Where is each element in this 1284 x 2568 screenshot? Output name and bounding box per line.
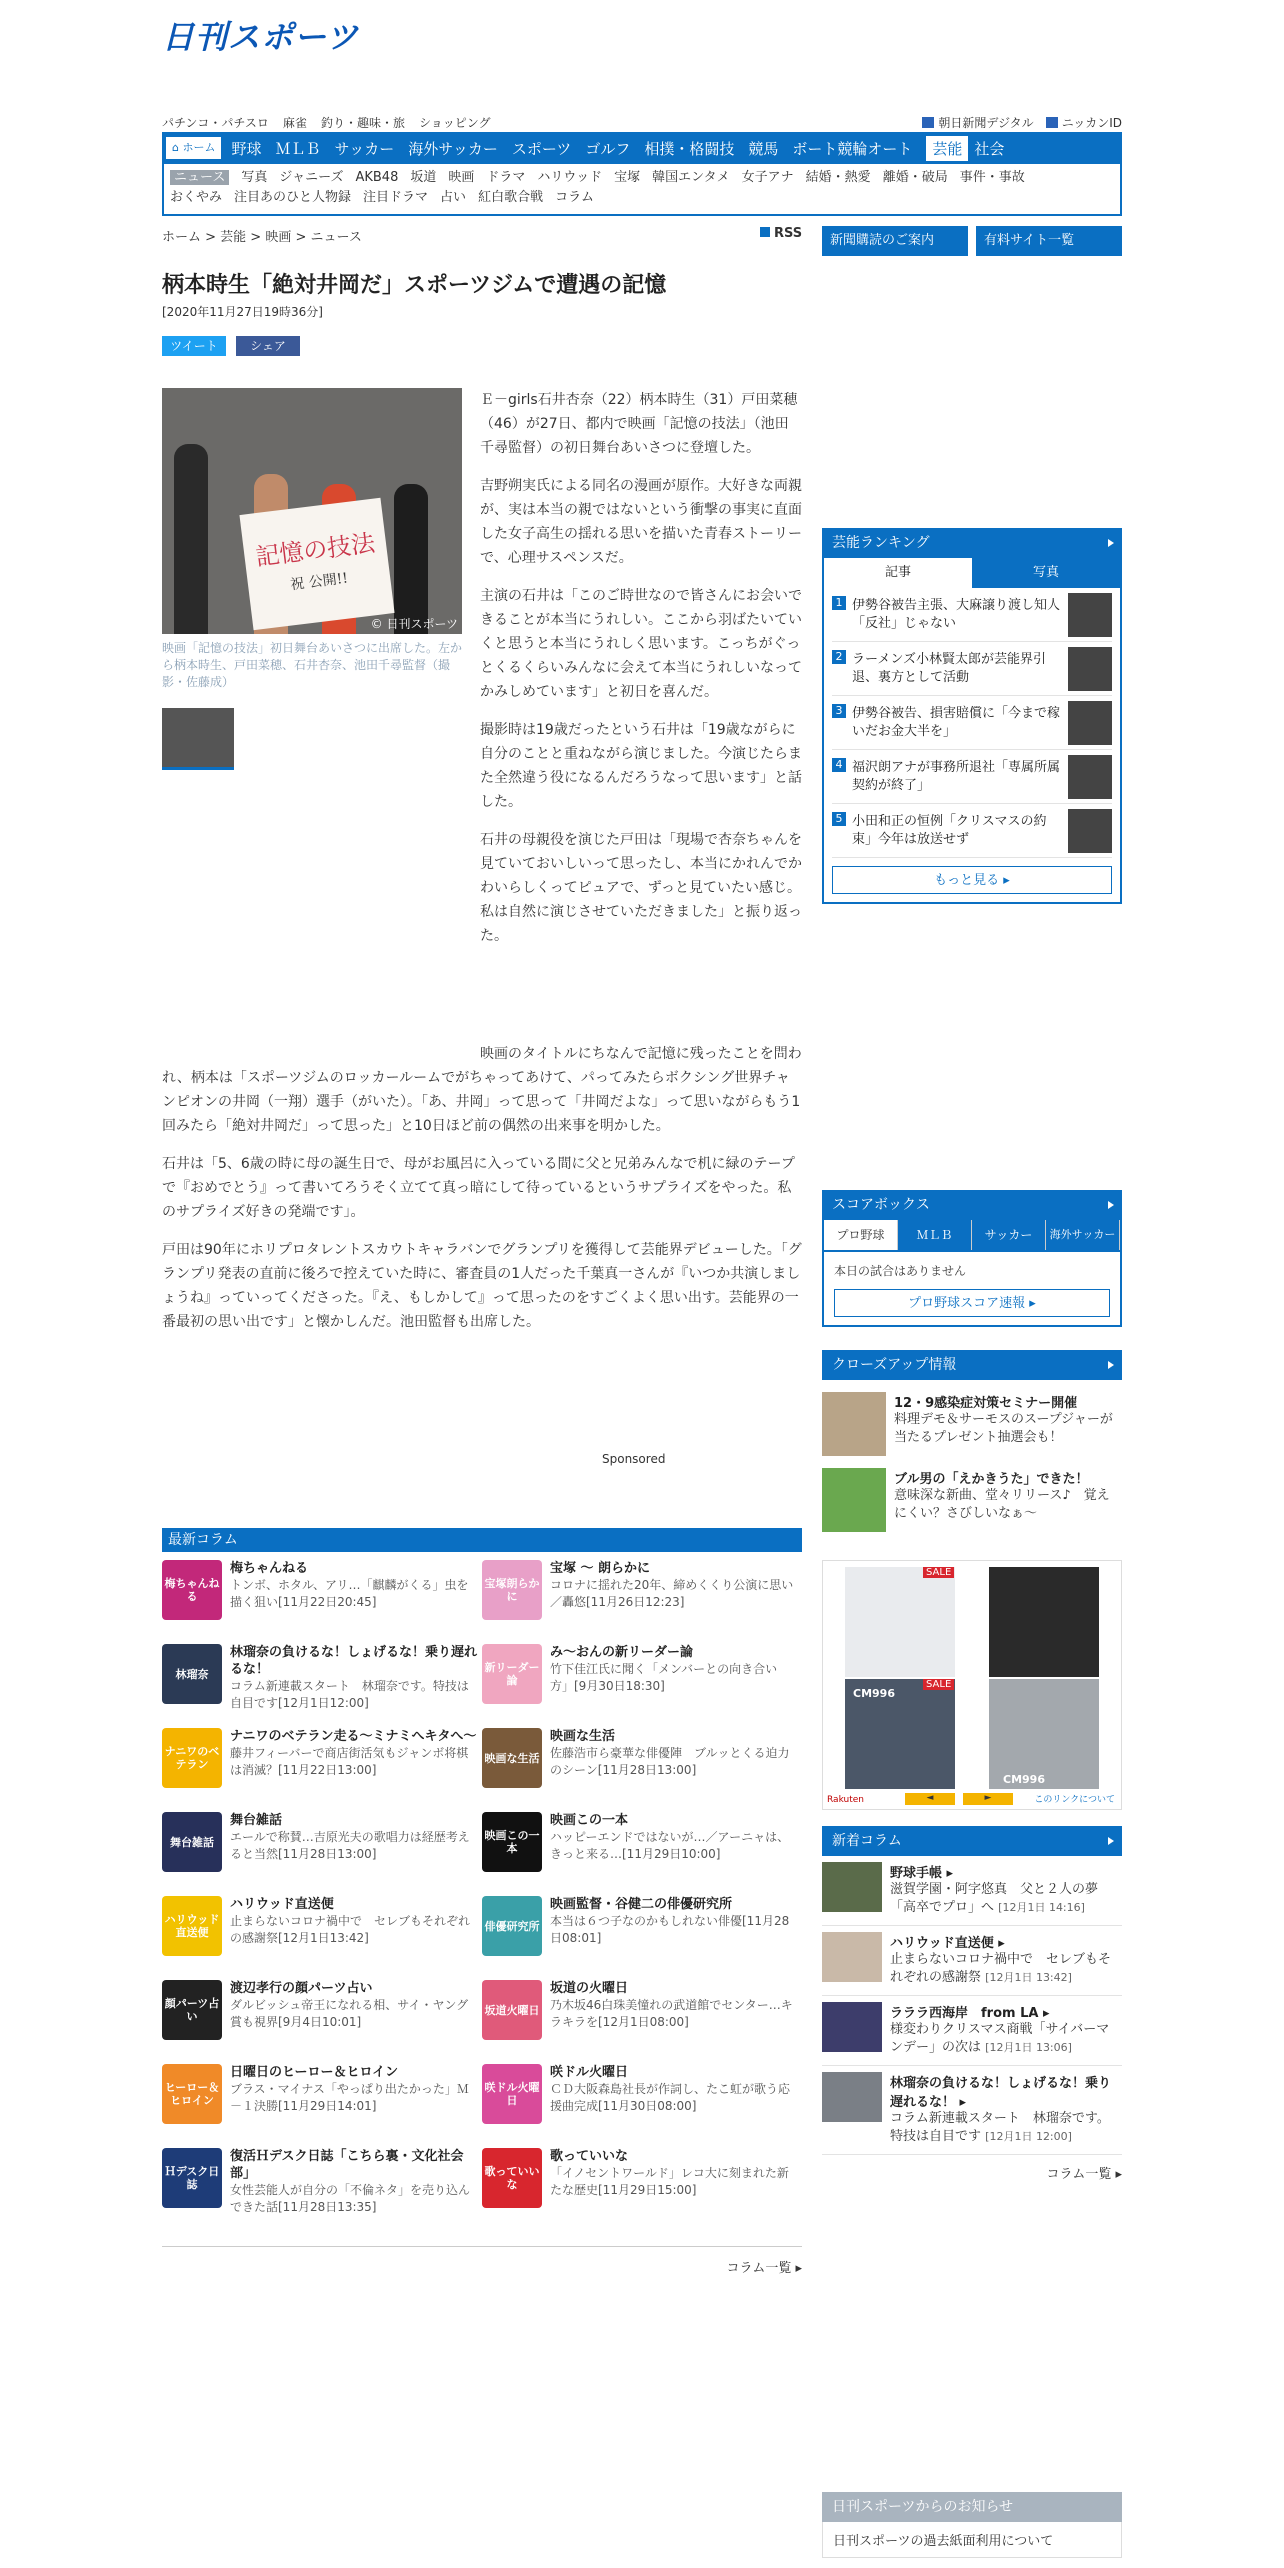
column-item[interactable] xyxy=(162,2064,482,2132)
notice-header: 日刊スポーツからのお知らせ xyxy=(822,2492,1122,2522)
subnav-item[interactable]: 離婚・破局 xyxy=(882,170,948,185)
sponsored-label: Sponsored xyxy=(602,1452,666,1466)
rank-number: 3 xyxy=(832,704,846,718)
toplink[interactable]: 釣り・趣味・旅 xyxy=(320,116,405,130)
id-icon xyxy=(1046,117,1058,128)
new-column-title: 野球手帳 ▸ xyxy=(890,1866,954,1881)
subnav-item[interactable]: AKB48 xyxy=(355,170,399,185)
column-title: ナニワのベテラン走る～ミナミへキタへ～ xyxy=(230,1729,477,1744)
subnav-item[interactable]: 注目あのひと人物録 xyxy=(234,190,352,205)
nav-item[interactable]: 競馬 xyxy=(748,139,779,158)
column-item[interactable] xyxy=(482,1728,802,1796)
nav-item[interactable]: 相撲・格闘技 xyxy=(644,139,735,158)
shoe-ad[interactable] xyxy=(822,1560,1122,1810)
column-desc: 藤井フィーバーで商店街活気もジャンボ将棋は消滅？[11月22日13:00] xyxy=(230,1746,469,1777)
ranking-box xyxy=(822,528,1122,904)
nav-item[interactable]: ＭＬＢ xyxy=(275,139,321,158)
subnav-item[interactable]: 女子アナ xyxy=(741,170,794,185)
new-columns-more[interactable]: コラム一覧 ▸ xyxy=(1046,2167,1122,2182)
article-paragraph: 石井は「5、6歳の時に母の誕生日で、母がお風呂に入っている間に父と兄弟みんなで机に緑のテープで『おめでとう』って書いてろうそく立てて真っ暗にして待っているというサプライズをやった。私のサプライズ好きの発端です」。 xyxy=(162,1156,795,1220)
subnav-item[interactable]: コラム xyxy=(555,190,594,205)
sale-badge: SALE xyxy=(923,1567,954,1578)
subnav-item[interactable]: 事件・事故 xyxy=(959,170,1025,185)
new-column-item[interactable] xyxy=(822,2066,1122,2155)
ad-product[interactable] xyxy=(845,1567,955,1677)
new-columns-header[interactable]: 新着コラム xyxy=(822,1826,1122,1856)
scorebox-body xyxy=(822,1220,1122,1327)
column-icon: 舞台雑話 xyxy=(162,1812,222,1872)
rss-link[interactable]: RSS xyxy=(760,226,802,241)
subnav-item[interactable]: 注目ドラマ xyxy=(363,190,429,205)
nikkan-id-link[interactable]: ニッカンID xyxy=(1046,114,1122,131)
rank-thumbnail xyxy=(1068,593,1112,637)
subscribe-button[interactable]: 新聞購読のご案内 xyxy=(822,226,968,256)
column-item[interactable] xyxy=(162,1560,482,1628)
column-item[interactable] xyxy=(482,1560,802,1628)
closeup-title: ブル男の「えかきうた」できた！ xyxy=(894,1472,1089,1487)
new-column-desc: 止まらないコロナ禍中で セレブもそれぞれの感謝祭 [12月1日 13:42] xyxy=(890,1952,1112,1985)
column-desc: ブラス・マイナス「やっぱり出たかった」Ｍ－１決勝[11月29日14:01] xyxy=(230,2082,469,2113)
column-desc: コラム新連載スタート 林瑠奈です。特技は自目です[12月1日12:00] xyxy=(230,1679,469,1710)
column-icon: 映画この一本 xyxy=(482,1812,542,1872)
article-paragraph: 主演の石井は「このご時世なので皆さんにお会いできることが本当にうれしい。ここから羽ばたいていくと思うと本当にうれしく思います。こっちがぐっとくるくらいみんなに会えて本当にうれしいなってかみしめています」と初日を喜んだ。 xyxy=(480,588,802,700)
subnav-item[interactable]: 写真 xyxy=(241,170,268,185)
column-item[interactable] xyxy=(482,1812,802,1880)
ad-product[interactable] xyxy=(989,1567,1099,1677)
tab-photos[interactable]: 写真 xyxy=(972,558,1120,588)
site-logo[interactable]: 日刊スポーツ xyxy=(162,18,359,56)
closeup-desc: 意味深な新曲、堂々リリース♪ 覚えにくい？さびしいなぁ～ xyxy=(894,1488,1110,1521)
facebook-icon: シェア xyxy=(250,339,286,353)
column-title: 梅ちゃんねる xyxy=(230,1561,309,1576)
photo-credit: © 日刊スポーツ xyxy=(370,617,458,631)
ad-next-button[interactable]: ► xyxy=(963,1793,1013,1805)
column-desc: 竹下佳江氏に聞く「メンバーとの向き合い方」[9月30日18:30] xyxy=(550,1662,778,1693)
column-icon: Ｈデスク日誌 xyxy=(162,2148,222,2208)
notice-item[interactable]: 日刊スポーツの過去紙面利用について xyxy=(822,2522,1122,2558)
column-item[interactable] xyxy=(162,1644,482,1712)
column-desc: 本当は６つ子なのかもしれない俳優[11月28日08:01] xyxy=(550,1914,790,1945)
toplink[interactable]: 麻雀 xyxy=(282,116,307,130)
article-paragraph: 戸田は90年にホリプロタレントスカウトキャラバンでグランプリを獲得して芸能界デビューした。「グランプリ発表の直前に後ろで控えていた時に、審査員の1人だった千葉真一さんが『いつか共演しましょうね』っていってくださった。『え、もしかして』って思ったのをすごくよく思い出す。芸能界の一番最初の思い出です」と懐かしんだ。池田監督も出席した。 xyxy=(162,1242,802,1330)
rank-title: 伊勢谷被告主張、大麻譲り渡し知人「反社」じゃない xyxy=(852,597,1061,631)
column-item[interactable] xyxy=(162,1980,482,2048)
latest-columns-list xyxy=(162,1560,802,2216)
column-icon: 新リーダー論 xyxy=(482,1644,542,1704)
column-desc: 女性芸能人が自分の「不倫ネタ」を売り込んできた話[11月28日13:35] xyxy=(230,2183,471,2214)
closeup-box xyxy=(822,1350,1122,1544)
article-paragraph: 映画のタイトルにちなんで記憶に残ったことを問われ、柄本は「スポーツジムのロッカールームでがちゃってあけて、パってみたらボクシング世界チャンピオンの井岡（一翔）選手（がいた）。「あ、井岡」って思って「井岡だよな」って思いながらもう1回みたら「絶対井岡だ」って思った」と10日ほど前の偶然の出来事を明かした。 xyxy=(162,1046,802,1134)
nav-item[interactable]: サッカー xyxy=(334,139,395,158)
top-links xyxy=(162,114,1122,132)
new-column-title: ハリウッド直送便 ▸ xyxy=(890,1936,1005,1951)
subnav-item[interactable]: 映画 xyxy=(448,170,475,185)
nav-item[interactable]: 社会 xyxy=(974,139,1005,158)
column-item[interactable] xyxy=(482,1980,802,2048)
toplink[interactable]: パチンコ・パチスロ xyxy=(162,116,269,130)
tab-overseas-soccer[interactable]: 海外サッカー xyxy=(1046,1220,1120,1250)
column-title: 林瑠奈の負けるな！しょげるな！乗り遅れるな！ xyxy=(230,1645,478,1677)
article-paragraph: 吉野朔実氏による同名の漫画が原作。大好きな両親が、実は本当の親ではないという衝撃の事実に直面した女子高生の揺れる思いを描いた青春ストーリーで、心理サスペンスだ。 xyxy=(480,478,802,566)
nav-item[interactable]: ゴルフ xyxy=(585,139,631,158)
rank-thumbnail xyxy=(1068,647,1112,691)
sale-badge: SALE xyxy=(923,1679,954,1690)
closeup-image xyxy=(822,1468,886,1532)
closeup-desc: 料理デモ＆サーモスのスープジャーが当たるプレゼント抽選会も！ xyxy=(894,1412,1113,1445)
tab-soccer[interactable]: サッカー xyxy=(972,1220,1046,1250)
column-item[interactable] xyxy=(162,1812,482,1880)
new-column-image xyxy=(822,2072,882,2122)
ranking-tabs xyxy=(824,558,1120,588)
latest-columns-header: 最新コラム xyxy=(162,1528,802,1552)
subnav-current[interactable]: ニュース xyxy=(170,170,229,185)
rank-number: 5 xyxy=(832,812,846,826)
scorebox-header: スコアボックス xyxy=(822,1190,1122,1220)
global-nav xyxy=(162,132,1122,164)
column-title: 宝塚 ～ 朗らかに xyxy=(550,1561,651,1576)
article-date: [2020年11月27日19時36分] xyxy=(162,305,323,319)
rank-number: 2 xyxy=(832,650,846,664)
column-item[interactable] xyxy=(482,2148,802,2216)
twitter-share-button[interactable] xyxy=(162,336,226,356)
column-title: 映画監督・谷健二の俳優研究所 xyxy=(550,1897,733,1912)
new-column-image xyxy=(822,2002,882,2052)
asahi-icon xyxy=(922,117,934,128)
column-desc: 乃木坂46白珠美憧れの武道館でセンター…キラキラを[12月1日08:00] xyxy=(550,1998,793,2029)
share-buttons xyxy=(162,336,300,356)
nav-home[interactable]: ⌂ ホーム xyxy=(166,137,221,159)
rss-icon xyxy=(760,227,770,237)
nav-item[interactable]: ボート競輪オート xyxy=(792,139,913,158)
rank-title: 伊勢谷被告、損害賠償に「今まで稼いだお金大半を」 xyxy=(852,705,1061,739)
asahi-link[interactable]: 朝日新聞デジタル xyxy=(922,114,1033,131)
toplink[interactable]: ショッピング xyxy=(418,116,491,130)
column-title: 歌っていいな xyxy=(550,2149,629,2164)
column-title: 渡辺孝行の顔パーツ占い xyxy=(230,1981,373,1996)
new-column-image xyxy=(822,1862,882,1912)
new-column-desc: 滋賀学園・阿字悠真 父と２人の夢「高卒でプロ」へ [12月1日 14:16] xyxy=(890,1882,1099,1915)
subnav-item[interactable]: 宝塚 xyxy=(614,170,641,185)
column-icon: 歌っていいな xyxy=(482,2148,542,2208)
sub-nav xyxy=(162,164,1122,216)
new-columns-list xyxy=(822,1856,1122,2155)
column-title: 舞台雑話 xyxy=(230,1813,283,1828)
subnav-item[interactable]: ジャニーズ xyxy=(279,170,344,185)
column-desc: エールで称賛…吉原光夫の歌唱力は経歴考えると当然[11月28日13:00] xyxy=(230,1830,470,1861)
facebook-share-button[interactable] xyxy=(236,336,300,356)
column-desc: 「イノセントワールド」レコ大に刻まれた新たな歴史[11月29日15:00] xyxy=(550,2166,789,2197)
column-title: 復活Ｈデスク日誌「こちら裏・文化社会部」 xyxy=(230,2149,464,2181)
paid-sites-button[interactable]: 有料サイト一覧 xyxy=(976,226,1122,256)
column-item[interactable] xyxy=(162,2148,482,2216)
ad-model: CM996 xyxy=(853,1687,895,1700)
article-paragraph: 撮影時は19歳だったという石井は「19歳ながらに自分のことと重ねながら演じました。今演じたらまた全然違う役になるんだろうなって思います」と話した。 xyxy=(480,722,802,810)
column-item[interactable] xyxy=(482,1896,802,1964)
closeup-title: 12・9感染症対策セミナー開催 xyxy=(894,1396,1078,1411)
rank-thumbnail xyxy=(1068,809,1112,853)
closeup-item[interactable] xyxy=(822,1392,1122,1456)
ranking-more-button[interactable]: もっと見る ▸ xyxy=(832,866,1112,894)
column-icon: 梅ちゃんねる xyxy=(162,1560,222,1620)
column-list-link[interactable]: コラム一覧 ▸ xyxy=(162,2246,802,2276)
article-paragraph: Ｅ－girls石井杏奈（22）柄本時生（31）戸田菜穂（46）が27日、都内で映画「記憶の技法」（池田千尋監督）の初日舞台あいさつに登壇した。 xyxy=(480,392,798,456)
column-desc: トンボ、ホタル、アリ…「麒麟がくる」虫を描く狙い[11月22日20:45] xyxy=(230,1578,469,1609)
new-column-desc: コラム新連載スタート 林瑠奈です。特技は自目です [12月1日 12:00] xyxy=(890,2111,1110,2144)
column-icon: 坂道火曜日 xyxy=(482,1980,542,2040)
photo-caption: 映画「記憶の技法」初日舞台あいさつに出席した。左から柄本時生、戸田菜穂、石井杏奈、池田千尋監督（撮影・佐藤成） xyxy=(162,641,463,689)
column-icon: 林瑠奈 xyxy=(162,1644,222,1704)
rank-number: 1 xyxy=(832,596,846,610)
column-desc: 佐藤浩市ら豪華な俳優陣 ブルッとくる迫力のシーン[11月28日13:00] xyxy=(550,1746,790,1777)
scorebox-tabs xyxy=(824,1220,1120,1252)
subnav-item[interactable]: おくやみ xyxy=(170,190,223,205)
article-title: 柄本時生「絶対井岡だ」スポーツジムで遭遇の記憶 xyxy=(162,273,667,298)
nav-item-active[interactable]: 芸能 xyxy=(926,136,968,161)
column-title: ハリウッド直送便 xyxy=(230,1897,334,1912)
column-icon: ナニワのベテラン xyxy=(162,1728,222,1788)
article-paragraph: 石井の母親役を演じた戸田は「現場で杏奈ちゃんを見ていておいしいって思ったし、本当にかれんでかわいらしくってピュアで、ずっと見ていたい感じ。私は自然に演じさせていただきました」と振り返った。 xyxy=(480,832,802,944)
ranking-list xyxy=(832,588,1112,858)
new-column-title: ラララ西海岸 from LA ▸ xyxy=(890,2006,1050,2021)
nav-item[interactable]: スポーツ xyxy=(511,139,572,158)
column-desc: ダルビッシュ帝王になれる相、サイ・ヤング賞も視界[9月4日10:01] xyxy=(230,1998,469,2029)
scorebox xyxy=(822,1190,1122,1327)
column-desc: 止まらないコロナ禍中で セレブもそれぞれの感謝祭[12月1日13:42] xyxy=(230,1914,471,1945)
closeup-item[interactable] xyxy=(822,1468,1122,1532)
tab-articles[interactable]: 記事 xyxy=(824,558,972,588)
nav-item[interactable]: 海外サッカー xyxy=(408,139,498,158)
column-item[interactable] xyxy=(162,1728,482,1796)
column-item[interactable] xyxy=(482,2064,802,2132)
notice-box xyxy=(822,2492,1122,2558)
subnav-item[interactable]: 紅白歌合戦 xyxy=(478,190,544,205)
article-body-bottom xyxy=(162,1042,802,1348)
person-figure xyxy=(394,484,428,634)
column-icon: ヒーロー＆ヒロイン xyxy=(162,2064,222,2124)
column-desc: コロナに揺れた20年、締めくくり公演に思い／轟悠[11月26日12:23] xyxy=(550,1578,794,1609)
breadcrumb[interactable]: ホーム > 芸能 > 映画 > ニュース xyxy=(162,230,362,245)
subnav-item[interactable]: ドラマ xyxy=(486,170,526,185)
column-item[interactable] xyxy=(482,1644,802,1712)
photo-sign: 記憶の技法 祝 公開!! xyxy=(239,498,394,630)
new-column-item[interactable] xyxy=(822,1856,1122,1926)
twitter-icon: ツイート xyxy=(170,339,218,353)
page xyxy=(162,0,1122,2549)
ranking-header[interactable]: 芸能ランキング xyxy=(822,528,1122,558)
new-column-item[interactable] xyxy=(822,1996,1122,2066)
rank-title: 福沢朗アナが事務所退社「専属所属契約が終了」 xyxy=(852,759,1061,793)
subnav-item[interactable]: 占い xyxy=(440,190,467,205)
closeup-header: クローズアップ情報 xyxy=(822,1350,1122,1380)
rank-title: ラーメンズ小林賢太郎が芸能界引退、裏方として活動 xyxy=(852,651,1046,685)
ad-info-link[interactable]: このリンクについて xyxy=(1034,1795,1115,1805)
column-icon: 俳優研究所 xyxy=(482,1896,542,1956)
column-title: 映画な生活 xyxy=(550,1729,616,1744)
tab-pro-baseball[interactable]: プロ野球 xyxy=(824,1220,898,1250)
column-title: 咲ドル火曜日 xyxy=(550,2065,629,2080)
subnav-item[interactable]: 韓国エンタメ xyxy=(652,170,730,185)
rank-thumbnail xyxy=(1068,701,1112,745)
ranking-item[interactable] xyxy=(832,804,1112,858)
subnav-item[interactable]: ハリウッド xyxy=(537,170,603,185)
subnav-item[interactable]: 坂道 xyxy=(410,170,437,185)
ad-brand: Rakuten xyxy=(827,1795,864,1805)
rank-title: 小田和正の恒例「クリスマスの約束」今年は放送せず xyxy=(852,813,1047,847)
photo-thumbnail[interactable] xyxy=(162,708,234,770)
rank-number: 4 xyxy=(832,758,846,772)
new-column-item[interactable] xyxy=(822,1926,1122,1996)
ad-prev-button[interactable]: ◄ xyxy=(905,1793,955,1805)
new-columns-box xyxy=(822,1826,1122,2182)
column-desc: ハッピーエンドではないが…／アーニャは、きっと来る…[11月29日10:00] xyxy=(550,1830,790,1861)
ranking-body xyxy=(822,558,1122,904)
no-games-text: 本日の試合はありません xyxy=(834,1264,967,1278)
column-item[interactable] xyxy=(162,1896,482,1964)
ranking-item[interactable] xyxy=(832,750,1112,804)
column-icon: 顔パーツ占い xyxy=(162,1980,222,2040)
closeup-image xyxy=(822,1392,886,1456)
column-title: 坂道の火曜日 xyxy=(550,1981,629,1996)
article-body-top xyxy=(480,388,802,962)
tab-mlb[interactable]: ＭＬＢ xyxy=(898,1220,972,1250)
column-title: 映画この一本 xyxy=(550,1813,629,1828)
column-title: 日曜日のヒーロー＆ヒロイン xyxy=(230,2065,399,2080)
column-desc: ＣＤ大阪森島社長が作詞し、たこ虹が歌う応援曲完成[11月30日08:00] xyxy=(550,2082,791,2113)
rank-thumbnail xyxy=(1068,755,1112,799)
score-link-button[interactable]: プロ野球スコア速報 ▸ xyxy=(834,1289,1110,1317)
ad-model: CM996 xyxy=(1003,1773,1045,1786)
new-column-desc: 様変わりクリスマス商戦「サイバーマンデー」の次は [12月1日 13:06] xyxy=(890,2022,1110,2055)
column-icon: 咲ドル火曜日 xyxy=(482,2064,542,2124)
ranking-item[interactable] xyxy=(832,642,1112,696)
ranking-item[interactable] xyxy=(832,696,1112,750)
column-icon: ハリウッド直送便 xyxy=(162,1896,222,1956)
new-column-title: 林瑠奈の負けるな！しょげるな！乗り遅れるな！ ▸ xyxy=(890,2076,1112,2110)
column-title: み～おんの新リーダー論 xyxy=(550,1645,694,1660)
ranking-item[interactable] xyxy=(832,588,1112,642)
new-column-image xyxy=(822,1932,882,1982)
article-photo[interactable] xyxy=(162,388,462,634)
nav-item[interactable]: 野球 xyxy=(231,139,262,158)
person-figure xyxy=(174,444,208,634)
column-icon: 映画な生活 xyxy=(482,1728,542,1788)
subnav-item[interactable]: 結婚・熱愛 xyxy=(805,170,871,185)
column-icon: 宝塚朗らかに xyxy=(482,1560,542,1620)
